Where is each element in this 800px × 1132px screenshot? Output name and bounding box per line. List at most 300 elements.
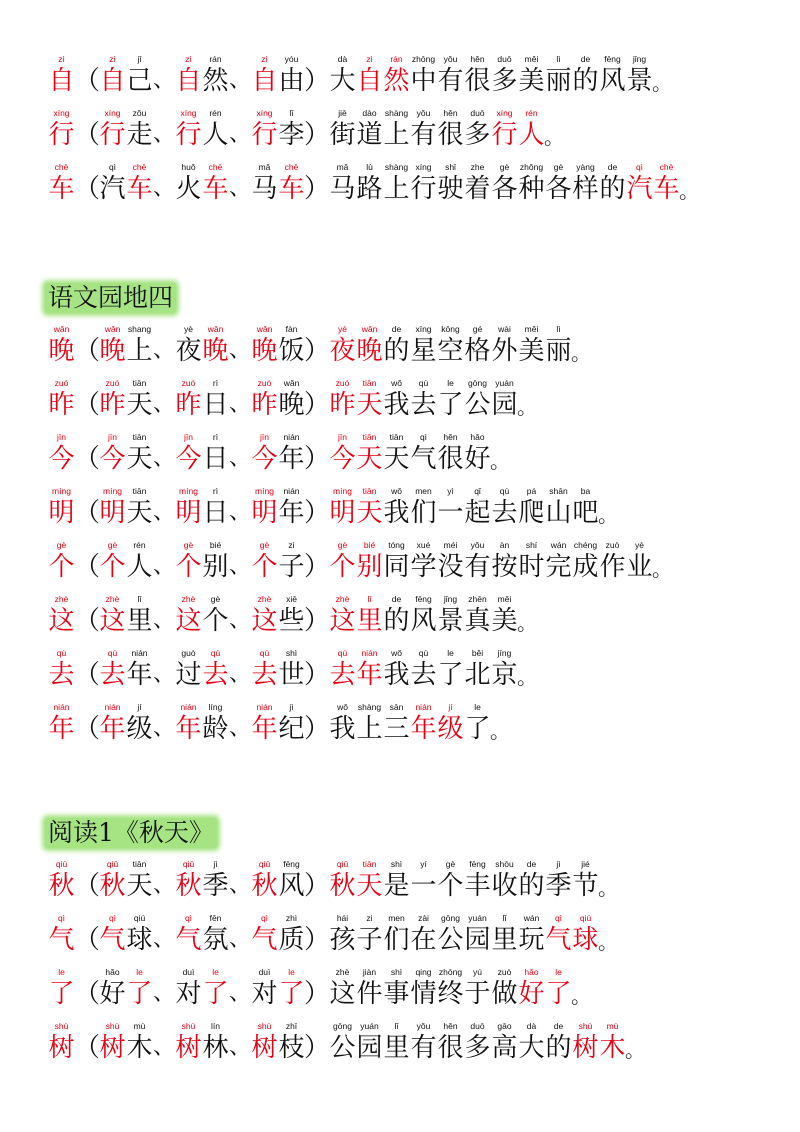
pinyin-label: qiú <box>579 913 592 923</box>
punctuation-close <box>305 431 329 474</box>
sentence-char-cell <box>545 161 572 204</box>
pinyin-label: de <box>607 162 618 172</box>
punctuation-mark: （ <box>74 444 101 474</box>
punctuation-mark: 。 <box>490 719 510 743</box>
hanzi-char: 秋 <box>99 871 126 901</box>
pinyin-label: gōng <box>468 378 487 388</box>
punctuation-mark: （ <box>74 174 101 204</box>
hanzi-char: 马 <box>329 174 356 204</box>
hanzi-char: 很 <box>437 1033 464 1063</box>
hanzi-char: 车 <box>278 174 305 204</box>
target-char-cell <box>48 161 75 204</box>
hanzi-char: 外 <box>491 336 518 366</box>
pinyin-label: xíng <box>180 108 197 118</box>
hanzi-char: 行 <box>491 120 518 150</box>
word-char-cell <box>126 161 153 204</box>
hanzi-char: 世 <box>278 660 305 690</box>
pinyin-label: lù <box>366 162 373 172</box>
punctuation-end <box>572 323 590 370</box>
sentence-char-cell <box>464 1020 491 1063</box>
hanzi-char: 完 <box>545 552 572 582</box>
hanzi-char: 晚 <box>356 336 383 366</box>
punctuation-sep <box>229 701 251 744</box>
punctuation-mark: 、 <box>229 176 252 201</box>
pinyin-label: lǐ <box>367 594 372 604</box>
punctuation-mark: ） <box>304 1033 331 1063</box>
punctuation-open <box>75 161 99 204</box>
section-heading: 语文园地四 <box>45 283 176 313</box>
pinyin-label: míng <box>103 486 122 496</box>
hanzi-char: 时 <box>518 552 545 582</box>
pinyin-label: yuán <box>495 378 514 388</box>
punctuation-mark: 、 <box>229 446 252 471</box>
punctuation-open <box>75 858 99 901</box>
pinyin-label: wǎn <box>207 324 224 334</box>
punctuation-mark: 、 <box>229 554 252 579</box>
punctuation-mark: 、 <box>153 716 176 741</box>
pinyin-label: gè <box>259 540 270 550</box>
punctuation-close <box>305 539 329 582</box>
pinyin-label: jīng <box>497 648 512 658</box>
word-char-cell <box>202 485 229 528</box>
hanzi-char: 对 <box>251 979 278 1009</box>
pinyin-label: měi <box>524 324 539 334</box>
pinyin-label: hěn <box>470 54 485 64</box>
hanzi-char: 三 <box>383 714 410 744</box>
hanzi-char: 是 <box>383 871 410 901</box>
pinyin-label: fēn <box>209 913 222 923</box>
sentence-char-cell <box>572 161 599 204</box>
hanzi-char: 里 <box>356 606 383 636</box>
word-char-cell <box>251 161 278 204</box>
hanzi-char: 夜 <box>175 336 202 366</box>
vocab-row <box>48 1020 644 1074</box>
pinyin-label: shōu <box>495 859 514 869</box>
hanzi-char: 了 <box>464 714 491 744</box>
hanzi-char: 一 <box>410 871 437 901</box>
hanzi-char: 起 <box>464 498 491 528</box>
hanzi-char: 们 <box>383 925 410 955</box>
punctuation-open <box>75 431 99 474</box>
sentence-char-cell <box>383 539 410 582</box>
word-char-cell <box>126 107 153 150</box>
pinyin-label: tóng <box>388 540 405 550</box>
hanzi-char: 公 <box>329 1033 356 1063</box>
pinyin-label: shù <box>578 1021 593 1031</box>
pinyin-label: shang <box>127 324 152 334</box>
pinyin-label: wǒ <box>391 648 402 658</box>
hanzi-char: 很 <box>464 66 491 96</box>
punctuation-open <box>75 701 99 744</box>
pinyin-label: shì <box>390 967 403 977</box>
pinyin-label: gè <box>499 162 510 172</box>
sentence-char-cell <box>572 53 599 96</box>
sentence-char-cell <box>491 107 518 150</box>
punctuation-sep <box>153 485 175 528</box>
hanzi-char: 一 <box>437 498 464 528</box>
sentence-char-cell <box>329 485 356 528</box>
word-char-cell <box>278 912 305 955</box>
hanzi-char: 然 <box>383 66 410 96</box>
hanzi-char: 汽 <box>99 174 126 204</box>
hanzi-char: 明 <box>329 498 356 528</box>
pinyin-label: hǎo <box>524 967 539 977</box>
vocab-row <box>48 107 698 161</box>
hanzi-char: 空 <box>437 336 464 366</box>
pinyin-label: yàng <box>576 162 595 172</box>
pinyin-label: de <box>526 859 537 869</box>
section-vocab-1 <box>48 53 698 215</box>
hanzi-char: 晚 <box>48 336 75 366</box>
punctuation-end <box>518 647 536 694</box>
sentence-char-cell <box>464 593 491 636</box>
pinyin-label: qì <box>554 913 563 923</box>
punctuation-mark: 。 <box>544 125 564 149</box>
sentence-char-cell <box>491 1020 518 1063</box>
punctuation-mark: 、 <box>153 500 176 525</box>
sentence-char-cell <box>599 1020 626 1063</box>
sentence-char-cell <box>491 161 518 204</box>
punctuation-mark: （ <box>74 498 101 528</box>
hanzi-char: 木 <box>599 1033 626 1063</box>
punctuation-end <box>572 966 590 1013</box>
word-char-cell <box>278 966 305 1009</box>
hanzi-char: 景 <box>626 66 653 96</box>
hanzi-char: 天 <box>126 498 153 528</box>
target-char-cell <box>48 323 75 366</box>
hanzi-char: 美 <box>491 606 518 636</box>
word-char-cell <box>202 858 229 901</box>
punctuation-sep <box>153 107 175 150</box>
pinyin-label: qì <box>184 913 193 923</box>
punctuation-open <box>75 912 99 955</box>
hanzi-char: 这 <box>329 979 356 1009</box>
pinyin-label: nián <box>256 702 273 712</box>
hanzi-char: 种 <box>518 174 545 204</box>
sentence-char-cell <box>491 377 518 420</box>
hanzi-char: 气 <box>48 925 75 955</box>
pinyin-label: zi <box>366 913 373 923</box>
punctuation-mark: 、 <box>153 392 176 417</box>
punctuation-mark: 。 <box>652 557 672 581</box>
sentence-char-cell <box>410 593 437 636</box>
hanzi-char: 我 <box>383 498 410 528</box>
hanzi-char: 个 <box>251 552 278 582</box>
pinyin-label: jì <box>289 702 294 712</box>
sentence-char-cell <box>329 701 356 744</box>
word-char-cell <box>251 377 278 420</box>
word-char-cell <box>126 966 153 1009</box>
pinyin-label: qiū <box>55 859 68 869</box>
punctuation-sep <box>229 485 251 528</box>
punctuation-open <box>75 1020 99 1063</box>
hanzi-char: 气 <box>175 925 202 955</box>
sentence-char-cell <box>437 53 464 96</box>
hanzi-char: 去 <box>202 660 229 690</box>
pinyin-label: nián <box>53 702 70 712</box>
vocab-row <box>48 701 671 755</box>
hanzi-char: 年 <box>175 714 202 744</box>
sentence-char-cell <box>383 323 410 366</box>
pinyin-label: qù <box>418 378 429 388</box>
word-char-cell <box>175 107 202 150</box>
pinyin-label: shù <box>54 1021 69 1031</box>
sentence-char-cell <box>356 966 383 1009</box>
punctuation-mark: （ <box>74 390 101 420</box>
hanzi-char: 大 <box>518 1033 545 1063</box>
word-char-cell <box>126 1020 153 1063</box>
sentence-char-cell <box>464 858 491 901</box>
vocab-row <box>48 53 698 107</box>
hanzi-char: 秋 <box>175 871 202 901</box>
hanzi-char: 的 <box>518 871 545 901</box>
punctuation-mark: 、 <box>229 716 252 741</box>
punctuation-end <box>599 485 617 532</box>
hanzi-char: 年 <box>48 714 75 744</box>
pinyin-label: gè <box>107 540 118 550</box>
hanzi-char: 我 <box>329 714 356 744</box>
word-char-cell <box>175 912 202 955</box>
word-char-cell <box>175 377 202 420</box>
pinyin-label: shǐ <box>445 162 456 172</box>
hanzi-char: 丽 <box>545 66 572 96</box>
sentence-char-cell <box>383 858 410 901</box>
punctuation-sep <box>153 323 175 366</box>
word-char-cell <box>126 539 153 582</box>
hanzi-char: 学 <box>410 552 437 582</box>
pinyin-label: bié <box>209 540 222 550</box>
pinyin-label: zuó <box>257 378 272 388</box>
sentence-char-cell <box>329 647 356 690</box>
pinyin-label: fēng <box>604 54 621 64</box>
hanzi-char: 多 <box>464 120 491 150</box>
word-char-cell <box>202 539 229 582</box>
sentence-char-cell <box>383 431 410 474</box>
hanzi-char: 个 <box>437 871 464 901</box>
punctuation-open <box>75 377 99 420</box>
sentence-char-cell <box>437 858 464 901</box>
target-char-cell <box>48 858 75 901</box>
sentence-char-cell <box>464 431 491 474</box>
pinyin-label: nián <box>283 486 300 496</box>
pinyin-label: zhè <box>335 967 350 977</box>
sentence-char-cell <box>464 912 491 955</box>
sentence-char-cell <box>464 323 491 366</box>
sentence-char-cell <box>329 107 356 150</box>
punctuation-mark: 。 <box>598 876 618 900</box>
pinyin-label: zuó <box>105 378 120 388</box>
hanzi-char: 天 <box>356 871 383 901</box>
word-char-cell <box>99 161 126 204</box>
word-char-cell <box>175 647 202 690</box>
word-char-cell <box>251 647 278 690</box>
hanzi-char: 季 <box>202 871 229 901</box>
hanzi-char: 己 <box>126 66 153 96</box>
pinyin-label: rén <box>525 108 538 118</box>
punctuation-mark: 。 <box>517 395 537 419</box>
hanzi-char: 按 <box>491 552 518 582</box>
pinyin-label: duō <box>497 54 512 64</box>
word-char-cell <box>202 161 229 204</box>
pinyin-label: men <box>388 913 405 923</box>
pinyin-label: yí <box>420 859 427 869</box>
punctuation-mark: （ <box>74 871 101 901</box>
hanzi-char: 秋 <box>48 871 75 901</box>
hanzi-char: 作 <box>599 552 626 582</box>
pinyin-label: yè <box>184 324 193 334</box>
word-char-cell <box>99 431 126 474</box>
hanzi-char: 行 <box>175 120 202 150</box>
sentence-char-cell <box>329 593 356 636</box>
pinyin-label: míng <box>179 486 198 496</box>
pinyin-label: lǐ <box>394 1021 399 1031</box>
word-char-cell <box>278 858 305 901</box>
punctuation-mark: （ <box>74 979 101 1009</box>
pinyin-label: hái <box>336 913 349 923</box>
word-char-cell <box>99 107 126 150</box>
pinyin-label: gè <box>56 540 67 550</box>
punctuation-sep <box>153 858 175 901</box>
punctuation-mark: （ <box>74 66 101 96</box>
hanzi-char: 山 <box>545 498 572 528</box>
pinyin-label: fēng <box>415 594 432 604</box>
pinyin-label: fēng <box>283 859 300 869</box>
punctuation-sep <box>153 377 175 420</box>
hanzi-char: 气 <box>410 444 437 474</box>
word-char-cell <box>278 107 305 150</box>
pinyin-label: zhè <box>335 594 350 604</box>
pinyin-label: nián <box>415 702 432 712</box>
punctuation-mark: 、 <box>229 927 252 952</box>
pinyin-label: méi <box>443 540 458 550</box>
hanzi-char: 马 <box>251 174 278 204</box>
hanzi-char: 这 <box>251 606 278 636</box>
pinyin-label: nián <box>283 432 300 442</box>
pinyin-label: hěn <box>443 432 458 442</box>
hanzi-char: 汽 <box>626 174 653 204</box>
hanzi-char: 树 <box>48 1033 75 1063</box>
hanzi-char: 自 <box>356 66 383 96</box>
vocab-row <box>48 485 671 539</box>
hanzi-char: 球 <box>572 925 599 955</box>
pinyin-label: lì <box>556 54 561 64</box>
pinyin-label: rì <box>212 486 219 496</box>
sentence-char-cell <box>491 912 518 955</box>
target-char-cell <box>48 647 75 690</box>
pinyin-label: zhè <box>105 594 120 604</box>
punctuation-sep <box>153 593 175 636</box>
punctuation-sep <box>153 647 175 690</box>
word-char-cell <box>251 539 278 582</box>
pinyin-label: yóu <box>284 54 299 64</box>
word-char-cell <box>175 1020 202 1063</box>
hanzi-char: 好 <box>518 979 545 1009</box>
sentence-char-cell <box>518 161 545 204</box>
pinyin-label: gōng <box>333 1021 352 1031</box>
word-char-cell <box>126 377 153 420</box>
hanzi-char: 车 <box>653 174 680 204</box>
target-char-cell <box>48 107 75 150</box>
punctuation-end <box>545 107 563 154</box>
sentence-char-cell <box>410 912 437 955</box>
sentence-char-cell <box>464 647 491 690</box>
hanzi-char: 去 <box>99 660 126 690</box>
pinyin-label: dà <box>337 54 348 64</box>
punctuation-open <box>75 593 99 636</box>
pinyin-label: lǐ <box>137 594 142 604</box>
word-char-cell <box>126 647 153 690</box>
hanzi-char: 自 <box>48 66 75 96</box>
sentence-char-cell <box>491 966 518 1009</box>
pinyin-label: zhī <box>285 1021 298 1031</box>
word-char-cell <box>278 539 305 582</box>
punctuation-mark: 。 <box>571 341 591 365</box>
hanzi-char: 格 <box>464 336 491 366</box>
punctuation-mark: 。 <box>490 449 510 473</box>
punctuation-mark: 、 <box>229 122 252 147</box>
hanzi-char: 去 <box>251 660 278 690</box>
sentence-char-cell <box>491 53 518 96</box>
pinyin-label: xíng <box>104 108 121 118</box>
sentence-char-cell <box>356 593 383 636</box>
punctuation-mark: 。 <box>625 1038 645 1062</box>
hanzi-char: 事 <box>383 979 410 1009</box>
hanzi-char: 去 <box>410 660 437 690</box>
sentence-char-cell <box>383 701 410 744</box>
hanzi-char: 很 <box>437 120 464 150</box>
hanzi-char: 终 <box>437 979 464 1009</box>
pinyin-label: tiān <box>362 378 377 388</box>
pinyin-label: le <box>447 648 454 658</box>
hanzi-char: 有 <box>437 66 464 96</box>
sentence-char-cell <box>329 53 356 96</box>
hanzi-char: 自 <box>251 66 278 96</box>
pinyin-label: qù <box>210 648 221 658</box>
hanzi-char: 风 <box>410 606 437 636</box>
punctuation-close <box>305 858 329 901</box>
hanzi-char: 多 <box>491 66 518 96</box>
punctuation-end <box>518 377 536 424</box>
punctuation-sep <box>153 53 175 96</box>
hanzi-char: 级 <box>126 714 153 744</box>
punctuation-mark: （ <box>74 606 101 636</box>
hanzi-char: 天 <box>126 444 153 474</box>
sentence-char-cell <box>626 53 653 96</box>
word-char-cell <box>99 966 126 1009</box>
pinyin-label: gè <box>183 540 194 550</box>
punctuation-mark: 、 <box>153 927 176 952</box>
punctuation-sep <box>153 431 175 474</box>
hanzi-char: 丰 <box>464 871 491 901</box>
pinyin-label: jì <box>556 859 561 869</box>
punctuation-close <box>305 161 329 204</box>
pinyin-label: kōng <box>441 324 460 334</box>
sentence-char-cell <box>410 647 437 690</box>
pinyin-label: guò <box>181 648 196 658</box>
punctuation-sep <box>229 161 251 204</box>
pinyin-label: lì <box>556 324 561 334</box>
pinyin-label: wǎn <box>283 378 300 388</box>
hanzi-char: 年 <box>99 714 126 744</box>
punctuation-mark: （ <box>74 660 101 690</box>
hanzi-char: 今 <box>329 444 356 474</box>
pinyin-label: zuó <box>54 378 69 388</box>
hanzi-char: 情 <box>410 979 437 1009</box>
hanzi-char: 园 <box>464 925 491 955</box>
sentence-char-cell <box>626 539 653 582</box>
pinyin-label: wǎn <box>104 324 121 334</box>
hanzi-char: 的 <box>545 1033 572 1063</box>
